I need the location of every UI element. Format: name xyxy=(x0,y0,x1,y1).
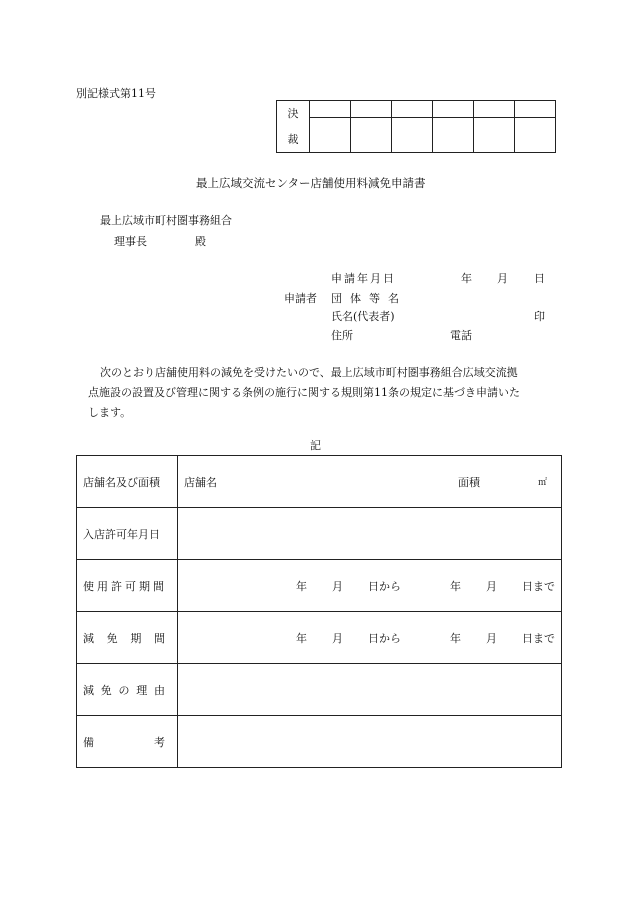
form-title: 最上広域交流センター店舗使用料減免申請書 xyxy=(196,176,426,190)
exemption-day-to: 日まで xyxy=(522,631,555,645)
header-char: 由 xyxy=(154,683,165,697)
approval-label-kessai: 決 xyxy=(287,106,299,120)
group-name-label: 団体等名 xyxy=(331,292,407,305)
exemption-period-header xyxy=(77,612,178,664)
period-day-from: 日から xyxy=(368,579,401,593)
approval-stamp-cell[interactable] xyxy=(392,118,433,153)
exemption-reason-header xyxy=(77,664,178,716)
remarks-field[interactable] xyxy=(178,716,562,768)
store-area-field[interactable] xyxy=(178,456,562,508)
exemption-period-field[interactable] xyxy=(178,612,562,664)
approval-cell[interactable] xyxy=(310,101,351,118)
addressee-honorific: 殿 xyxy=(195,235,206,248)
store-area-header: 店舗名及び面積 xyxy=(77,456,178,508)
approval-box xyxy=(276,100,556,153)
square-meter-unit: ㎡ xyxy=(538,478,548,488)
representative-name-label: 氏名(代表者) xyxy=(331,310,395,323)
header-char: 備 xyxy=(83,735,94,749)
approval-stamp-cell[interactable] xyxy=(351,118,392,153)
period-month-from: 月 xyxy=(332,579,343,593)
approval-cell[interactable] xyxy=(351,101,392,118)
table-row-entry-date xyxy=(77,508,562,560)
entry-permit-date-field[interactable] xyxy=(178,508,562,560)
header-char: 間 xyxy=(153,631,165,645)
date-year: 年 xyxy=(461,272,472,285)
exemption-month-from: 月 xyxy=(332,631,343,645)
approval-cell[interactable] xyxy=(433,101,474,118)
body-text-line-3: します。 xyxy=(88,406,132,419)
header-char: 考 xyxy=(154,735,165,749)
date-month: 月 xyxy=(497,272,508,285)
ki-heading: 記 xyxy=(310,439,321,452)
approval-cell[interactable] xyxy=(392,101,433,118)
usage-permit-period-header: 使用許可期間 xyxy=(77,560,178,612)
header-char: の xyxy=(118,683,130,697)
table-row-exemption-period xyxy=(77,612,562,664)
seal-mark: 印 xyxy=(534,310,545,323)
approval-stamp-cell[interactable] xyxy=(474,118,515,153)
table-row-usage-period xyxy=(77,560,562,612)
exemption-month-to: 月 xyxy=(486,631,497,645)
applicant-label: 申請者 xyxy=(284,292,317,305)
body-text-line-2: 点施設の設置及び管理に関する条例の施行に関する規則第11条の規定に基づき申請いた xyxy=(88,386,520,399)
period-month-to: 月 xyxy=(486,579,497,593)
usage-permit-period-field[interactable] xyxy=(178,560,562,612)
header-char: 期 xyxy=(130,631,142,645)
approval-label-sai: 裁 xyxy=(287,132,299,146)
addressee-organization: 最上広域市町村圏事務組合 xyxy=(100,214,232,227)
approval-cell[interactable] xyxy=(474,101,515,118)
table-row-remarks xyxy=(77,716,562,768)
header-char: 減 xyxy=(83,631,94,645)
date-day: 日 xyxy=(534,272,545,285)
period-year-to: 年 xyxy=(450,579,461,593)
store-name-label: 店舗名 xyxy=(184,475,217,489)
approval-stamp-cell[interactable] xyxy=(433,118,474,153)
form-number: 別記様式第11号 xyxy=(76,87,156,100)
application-date-label: 申請年月日 xyxy=(331,272,396,285)
approval-stamp-cell[interactable] xyxy=(515,118,556,153)
approval-label xyxy=(277,106,310,153)
header-char: 免 xyxy=(100,683,112,697)
header-char: 免 xyxy=(106,631,118,645)
address-label: 住所 xyxy=(331,329,353,342)
exemption-day-from: 日から xyxy=(368,631,401,645)
application-details-table xyxy=(76,455,562,768)
entry-permit-date-header: 入店許可年月日 xyxy=(77,508,178,560)
header-char: 減 xyxy=(83,683,94,697)
body-text-line-1: 次のとおり店舗使用料の減免を受けたいので、最上広域市町村圏事務組合広域交流拠 xyxy=(100,366,518,379)
approval-cell[interactable] xyxy=(515,101,556,118)
period-year-from: 年 xyxy=(296,579,307,593)
remarks-header xyxy=(77,716,178,768)
approval-stamp-cell[interactable] xyxy=(310,118,351,153)
table-row-exemption-reason xyxy=(77,664,562,716)
header-char: 理 xyxy=(136,683,148,697)
exemption-year-from: 年 xyxy=(296,631,307,645)
table-row-store xyxy=(77,456,562,508)
exemption-year-to: 年 xyxy=(450,631,461,645)
phone-label: 電話 xyxy=(450,329,472,342)
addressee-position: 理事長 xyxy=(114,235,147,248)
area-label: 面積 xyxy=(458,475,480,489)
exemption-reason-field[interactable] xyxy=(178,664,562,716)
period-day-to: 日まで xyxy=(522,579,555,593)
